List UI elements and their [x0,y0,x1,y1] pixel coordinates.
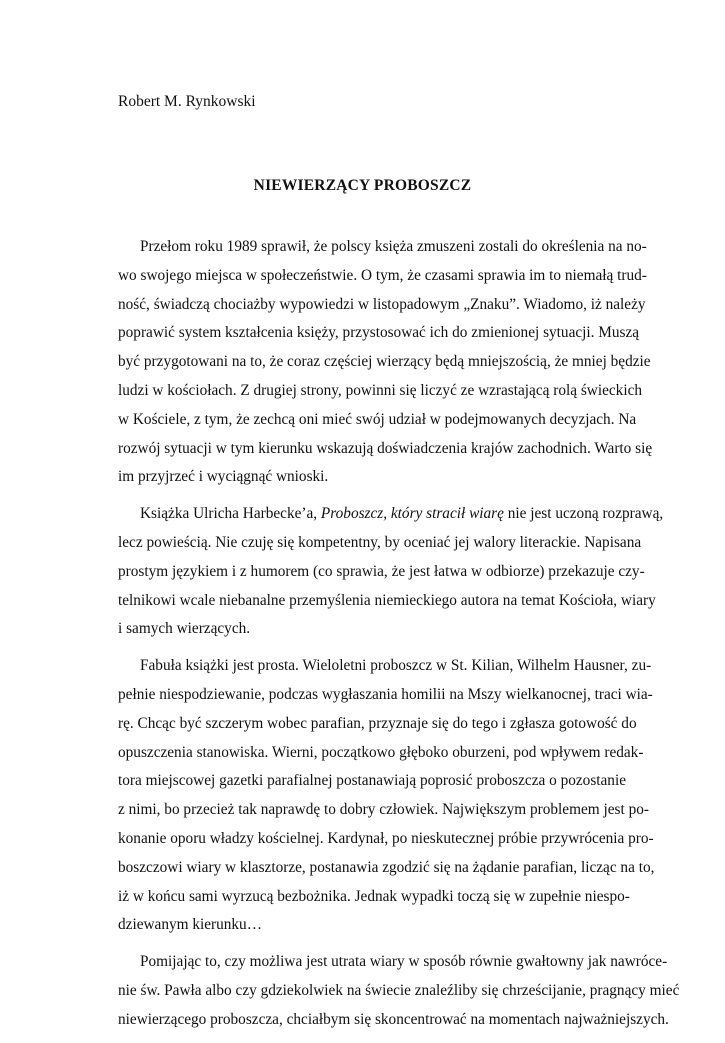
text-line: ludzi w kościołach. Z drugiej strony, powinni się liczyć ze wzrastającą rolą świeckich [118,381,643,399]
text-line: telnikowi wcale niebanalne przemyślenia niemieckiego autora na temat Kościoła, wiary [118,591,656,609]
text-line: Fabuła książki jest prosta. Wieloletni proboszcz w St. Kilian, Wilhelm Hausner, zu- [140,657,652,675]
paragraph-2 [118,500,664,644]
text-line: w Kościele, z tym, że zechcą oni mieć swój udział w podejmowanych decyzjach. Na [118,410,637,428]
text-line: im przyjrzeć i wyciągnąć wnioski. [118,468,329,486]
text-line: boszczowi wiary w klasztorze, postanawia zgodzić się na żądanie parafian, licząc na to, [118,858,655,876]
text-line: Pomijając to, czy możliwa jest utrata wiary w sposób równie gwałtowny jak nawróce- [140,953,668,971]
article-body [118,233,680,1043]
text-line: z nimi, bo przecież tak naprawdę to dobry człowiek. Największym problemem jest po- [118,801,649,819]
text-line: rę. Chcąc być szczerym wobec parafian, przyznaje się do tego i zgłasza gotowość do [118,714,637,732]
text-line: wo swojego miejsca w społeczeństwie. O tym, że czasami sprawia im to niemałą trud- [118,266,647,284]
author-name: Robert M. Rynkowski [118,93,256,110]
text-line: nie św. Pawła albo czy gdziekolwiek na świecie znaleźliby się chrześcijanie, pragnący mieć [118,981,680,999]
text-line: dziewanym kierunku… [118,916,263,934]
text-line: konanie oporu władzy kościelnej. Kardynał, po nieskutecznej próbie przywrócenia pro- [118,829,654,847]
article-title: NIEWIERZĄCY PROBOSZCZ [253,177,472,194]
text-line: rozwój sytuacji w tym kierunku wskazują doświadczenia krajów zachodnich. Warto się [118,439,653,457]
text-line: poprawić system kształcenia księży, przystosować ich do zmienionej sytuacji. Muszą [118,324,640,342]
text-line: niewierzącego proboszcza, chciałbym się skoncentrować na momentach najważniejszych. [118,1010,669,1028]
text-fragment: nie jest uczoną rozprawą, [503,505,664,523]
text-line: i samych wierzących. [118,620,251,638]
text-line: iż w końcu sami wyrzucą bezbożnika. Jednak wypadki toczą się w zupełnie niespo- [118,887,630,905]
paragraph-1 [118,233,653,492]
paragraph-4 [118,948,680,1034]
text-line: Przełom roku 1989 sprawił, że polscy księża zmuszeni zostali do określenia na no- [140,238,647,255]
text-line: prostym językiem i z humorem (co sprawia, że jest łatwa w odbiorze) przekazuje czy- [118,562,645,580]
text-line-with-book-title [118,500,664,529]
text-line: ność, świadczą chociażby wypowiedzi w listopadowym „Znaku”. Wiadomo, iż należy [118,295,646,313]
text-line: pełnie niespodziewanie, podczas wygłaszania homilii na Mszy wielkanocnej, traci wia- [118,685,653,703]
text-line: tora miejscowej gazetki parafialnej postanawiają poprosić proboszcza o pozostanie [118,772,626,790]
text-line: opuszczenia stanowiska. Wierni, początkowo głęboko oburzeni, pod wpływem redak- [118,743,644,761]
text-line: być przygotowani na to, że coraz częściej wierzący będą mniejszością, że mniej będzie [118,353,651,371]
text-line: lecz powieścią. Nie czuję się kompetentny, by oceniać jej walory literackie. Napisana [118,533,642,551]
text-fragment: Książka Ulricha Harbecke’a, [140,505,321,523]
book-title: Proboszcz, który stracił wiarę [320,505,504,523]
paragraph-3 [118,652,655,940]
